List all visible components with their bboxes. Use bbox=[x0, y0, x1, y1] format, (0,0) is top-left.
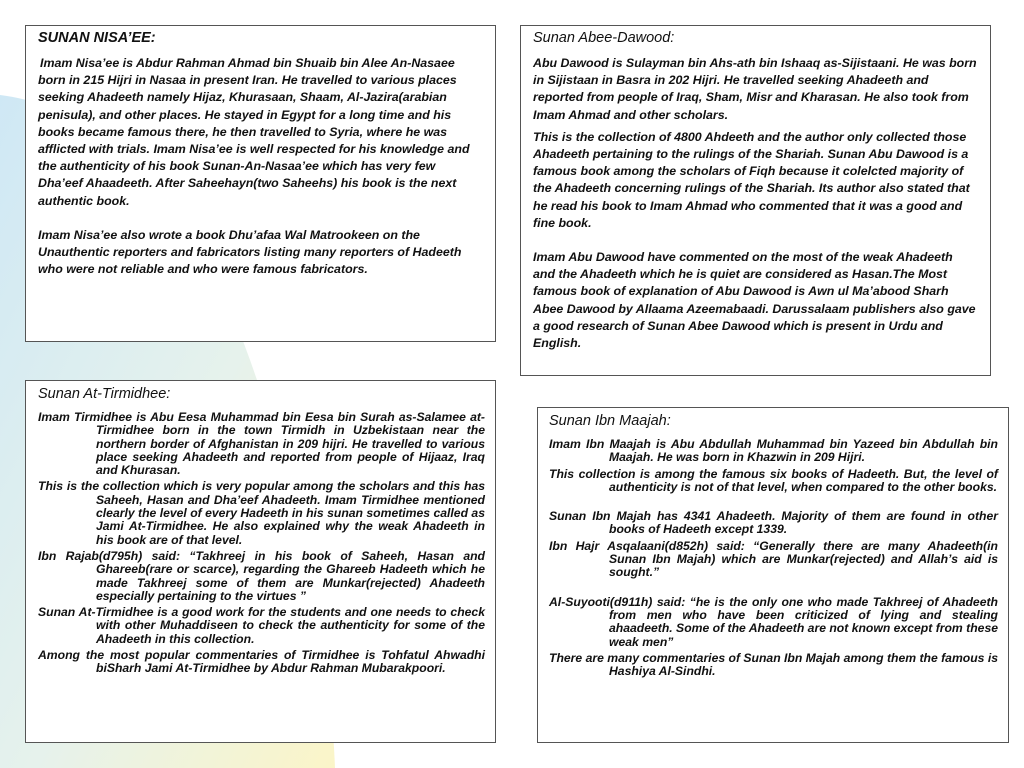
sunan-nisaee-title: SUNAN NISA’EE: bbox=[38, 30, 156, 46]
sunan-ibn-maajah-title: Sunan Ibn Maajah: bbox=[549, 413, 671, 429]
sunan-ibn-maajah-paragraph-4: Ibn Hajr Asqalaani(d852h) said: “Generally there are many Ahadeeth(in Sunan Ibn Majah) which are Munkar(rejected) and Allah’s aid is sought.” bbox=[549, 538, 998, 580]
sunan-abee-dawood-box bbox=[520, 25, 991, 376]
sunan-at-tirmidhee-paragraph-5: Among the most popular commentaries of Tirmidhee is Tohfatul Ahwadhi biSharh Jami At-Tirmidhee by Abdur Rahman Mubarakpoori. bbox=[38, 648, 485, 676]
sunan-ibn-maajah-paragraph-1: Imam Ibn Maajah is Abu Abdullah Muhammad bin Yazeed bin Abdullah bin Maajah. He was born in Khazwin in 209 Hijri. bbox=[549, 437, 998, 465]
sunan-ibn-maajah-paragraph-6: There are many commentaries of Sunan Ibn Majah among them the famous is Hashiya Al-Sindhi. bbox=[549, 650, 999, 679]
sunan-at-tirmidhee-paragraph-4: Sunan At-Tirmidhee is a good work for the students and one needs to check with other Muhaddiseen to check the authenticity for some of the Ahadeeth in this collection. bbox=[38, 605, 485, 646]
sunan-at-tirmidhee-box bbox=[25, 380, 496, 743]
sunan-ibn-maajah-paragraph-5: Al-Suyooti(d911h) said: “he is the only one who made Takhreej of Ahadeeth from men who have been criticized of lying and stealing ahaadeeth. Some of the Ahadeeth are not known except from these weak men” bbox=[549, 594, 998, 649]
sunan-nisaee-box bbox=[25, 25, 496, 342]
sunan-at-tirmidhee-paragraph-1: Imam Tirmidhee is Abu Eesa Muhammad bin Eesa bin Surah as-Salamee at-Tirmidhee born in the town Tirmidh in Uzbekistaan near the northern border of Afghanistan in 209 hijri. He travelled to various place seeking Ahadeeth and reported from people of Hijaaz, Iraq and Khurasan. bbox=[38, 410, 485, 478]
sunan-at-tirmidhee-paragraph-3: Ibn Rajab(d795h) said: “Takhreej in his book of Saheeh, Hasan and Ghareeb(rare or scarce), regarding the Ghareeb Hadeeth which he made Takhreej some of them are Munkar(rejected) Ahadeeth especially pertaining to the virtues ” bbox=[38, 548, 485, 603]
sunan-nisaee-paragraph-2: Imam Nisa’ee also wrote a book Dhu’afaa Wal Matrookeen on the Unauthentic reporters and fabricators listing many reporters of Hadeeth who were not reliable and who were famous fabricators. bbox=[38, 227, 462, 277]
sunan-ibn-maajah-paragraph-2: This collection is among the famous six books of Hadeeth. But, the level of authenticity is not of that level, when compared to the other books. bbox=[549, 466, 998, 494]
sunan-at-tirmidhee-title: Sunan At-Tirmidhee: bbox=[38, 386, 171, 402]
sunan-abee-dawood-paragraph-1: Abu Dawood is Sulayman bin Ahs-ath bin Ishaaq as-Sijistaani. He was born in Sijistaan in Basra in 202 Hijri. He travelled seeking Ahadeeth and reported from people of Iraq, Sham, Misr and Kharasan. He also took from Imam Ahmad and other scholars. bbox=[533, 56, 977, 122]
sunan-ibn-maajah-box bbox=[537, 407, 1009, 743]
sunan-ibn-maajah-paragraph-3: Sunan Ibn Majah has 4341 Ahadeeth. Majority of them are found in other books of Hadeeth except 1339. bbox=[549, 509, 998, 537]
sunan-abee-dawood-title: Sunan Abee-Dawood: bbox=[533, 30, 675, 46]
sunan-nisaee-paragraph-1: Imam Nisa’ee is Abdur Rahman Ahmad bin Shuaib bin Alee An-Nasaee born in 215 Hijri in Nasaa in present Iran. He travelled to various places seeking Ahadeeth namely Hijaz, Khurasaan, Shaam, Al-Jazira(arabian penisula), and other places. He stayed in Egypt for a long time and his books became famous there, he then travelled to Syria, where he was afflicted with trials. Imam Nisa’ee is well respected for his knowledge and the authenticity of his book Sunan-An-Nasaa’ee which has very few Dha’eef Ahaadeeth. After Saheehayn(two Saheehs) his book is the next authentic book. bbox=[38, 56, 470, 208]
sunan-abee-dawood-paragraph-2: This is the collection of 4800 Ahdeeth and the author only collected those Ahadeeth pertaining to the rulings of the Shariah. Sunan Abu Dawood is a famous book among the scholars of Fiqh because it colelcted majority of the Ahadeeth concerning rulings of the Shariah. Its author also stated that he read his book to Imam Ahmad who commented that it was a good and fine book. bbox=[533, 129, 970, 230]
sunan-abee-dawood-paragraph-3: Imam Abu Dawood have commented on the most of the weak Ahadeeth and the Ahadeeth which he is quiet are considered as Hasan.The Most famous book of explanation of Abu Dawood is Awn ul Ma’abood Sharh Abee Dawood by Allaama Azeemabaadi. Darussalaam publishers also gave a good research of Sunan Abee Dawood which is present in Urdu and English. bbox=[533, 250, 976, 351]
sunan-at-tirmidhee-paragraph-2: This is the collection which is very popular among the scholars and this has Saheeh, Hasan and Dha’eef Ahadeeth. Imam Tirmidhee mentioned clearly the level of every Hadeeth in his sunan sometimes called as Jami At-Tirmidhee. He also explained why the weak Ahadeeth in his book are of that level. bbox=[38, 479, 485, 547]
